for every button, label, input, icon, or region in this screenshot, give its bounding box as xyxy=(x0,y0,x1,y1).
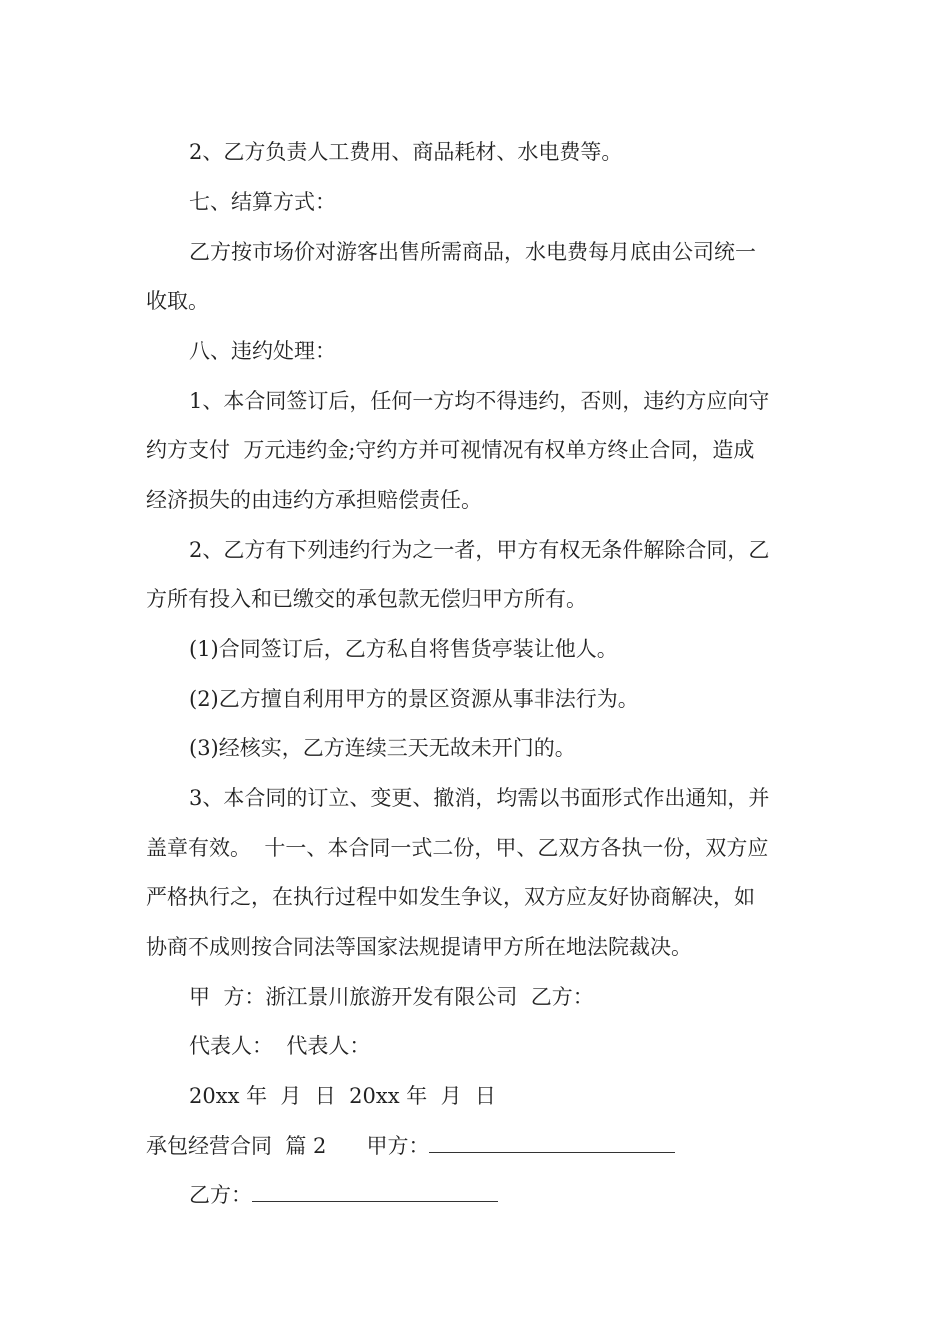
text-line: 2、乙方负责人工费用、商品耗材、水电费等。 xyxy=(189,140,623,164)
text-line: 盖章有效。 十一、本合同一式二份，甲、乙双方各执一份，双方应 xyxy=(146,836,769,860)
party-b-blank xyxy=(252,1181,498,1202)
date-line: 20xx 年 月 日 20xx 年 月 日 xyxy=(189,1084,496,1108)
text-line: 方所有投入和已缴交的承包款无偿归甲方所有。 xyxy=(146,587,587,611)
party-a-blank xyxy=(429,1132,675,1153)
section-heading: 七、结算方式： xyxy=(189,190,336,214)
text-line: 约方支付 万元违约金;守约方并可视情况有权单方终止合同，造成 xyxy=(146,438,755,462)
party-b-line xyxy=(189,1180,498,1210)
text-line: 经济损失的由违约方承担赔偿责任。 xyxy=(146,488,482,512)
section-heading: 八、违约处理： xyxy=(189,339,336,363)
text-line: 2、乙方有下列违约行为之一者，甲方有权无条件解除合同，乙 xyxy=(189,538,770,562)
text-line: 3、本合同的订立、变更、撤消，均需以书面形式作出通知，并 xyxy=(189,786,770,810)
representative-line: 代表人： 代表人： xyxy=(189,1034,371,1058)
text-line: 收取。 xyxy=(146,289,209,313)
list-item: (1)合同签订后，乙方私自将售货亭装让他人。 xyxy=(189,637,618,661)
contract-title-line xyxy=(146,1131,675,1161)
text-line: 乙方按市场价对游客出售所需商品，水电费每月底由公司统一 xyxy=(189,240,756,264)
text-line: 协商不成则按合同法等国家法规提请甲方所在地法院裁决。 xyxy=(146,935,692,959)
text-line: 1、本合同签订后，任何一方均不得违约，否则，违约方应向守 xyxy=(189,389,770,413)
list-item: (3)经核实，乙方连续三天无故未开门的。 xyxy=(189,736,576,760)
party-line: 甲 方：浙江景川旅游开发有限公司 乙方： xyxy=(189,985,594,1009)
contract-title-text: 承包经营合同 篇 2 甲方： xyxy=(146,1134,430,1158)
list-item: (2)乙方擅自利用甲方的景区资源从事非法行为。 xyxy=(189,687,639,711)
party-b-label: 乙方： xyxy=(189,1183,252,1207)
text-line: 严格执行之，在执行过程中如发生争议，双方应友好协商解决，如 xyxy=(146,885,755,909)
